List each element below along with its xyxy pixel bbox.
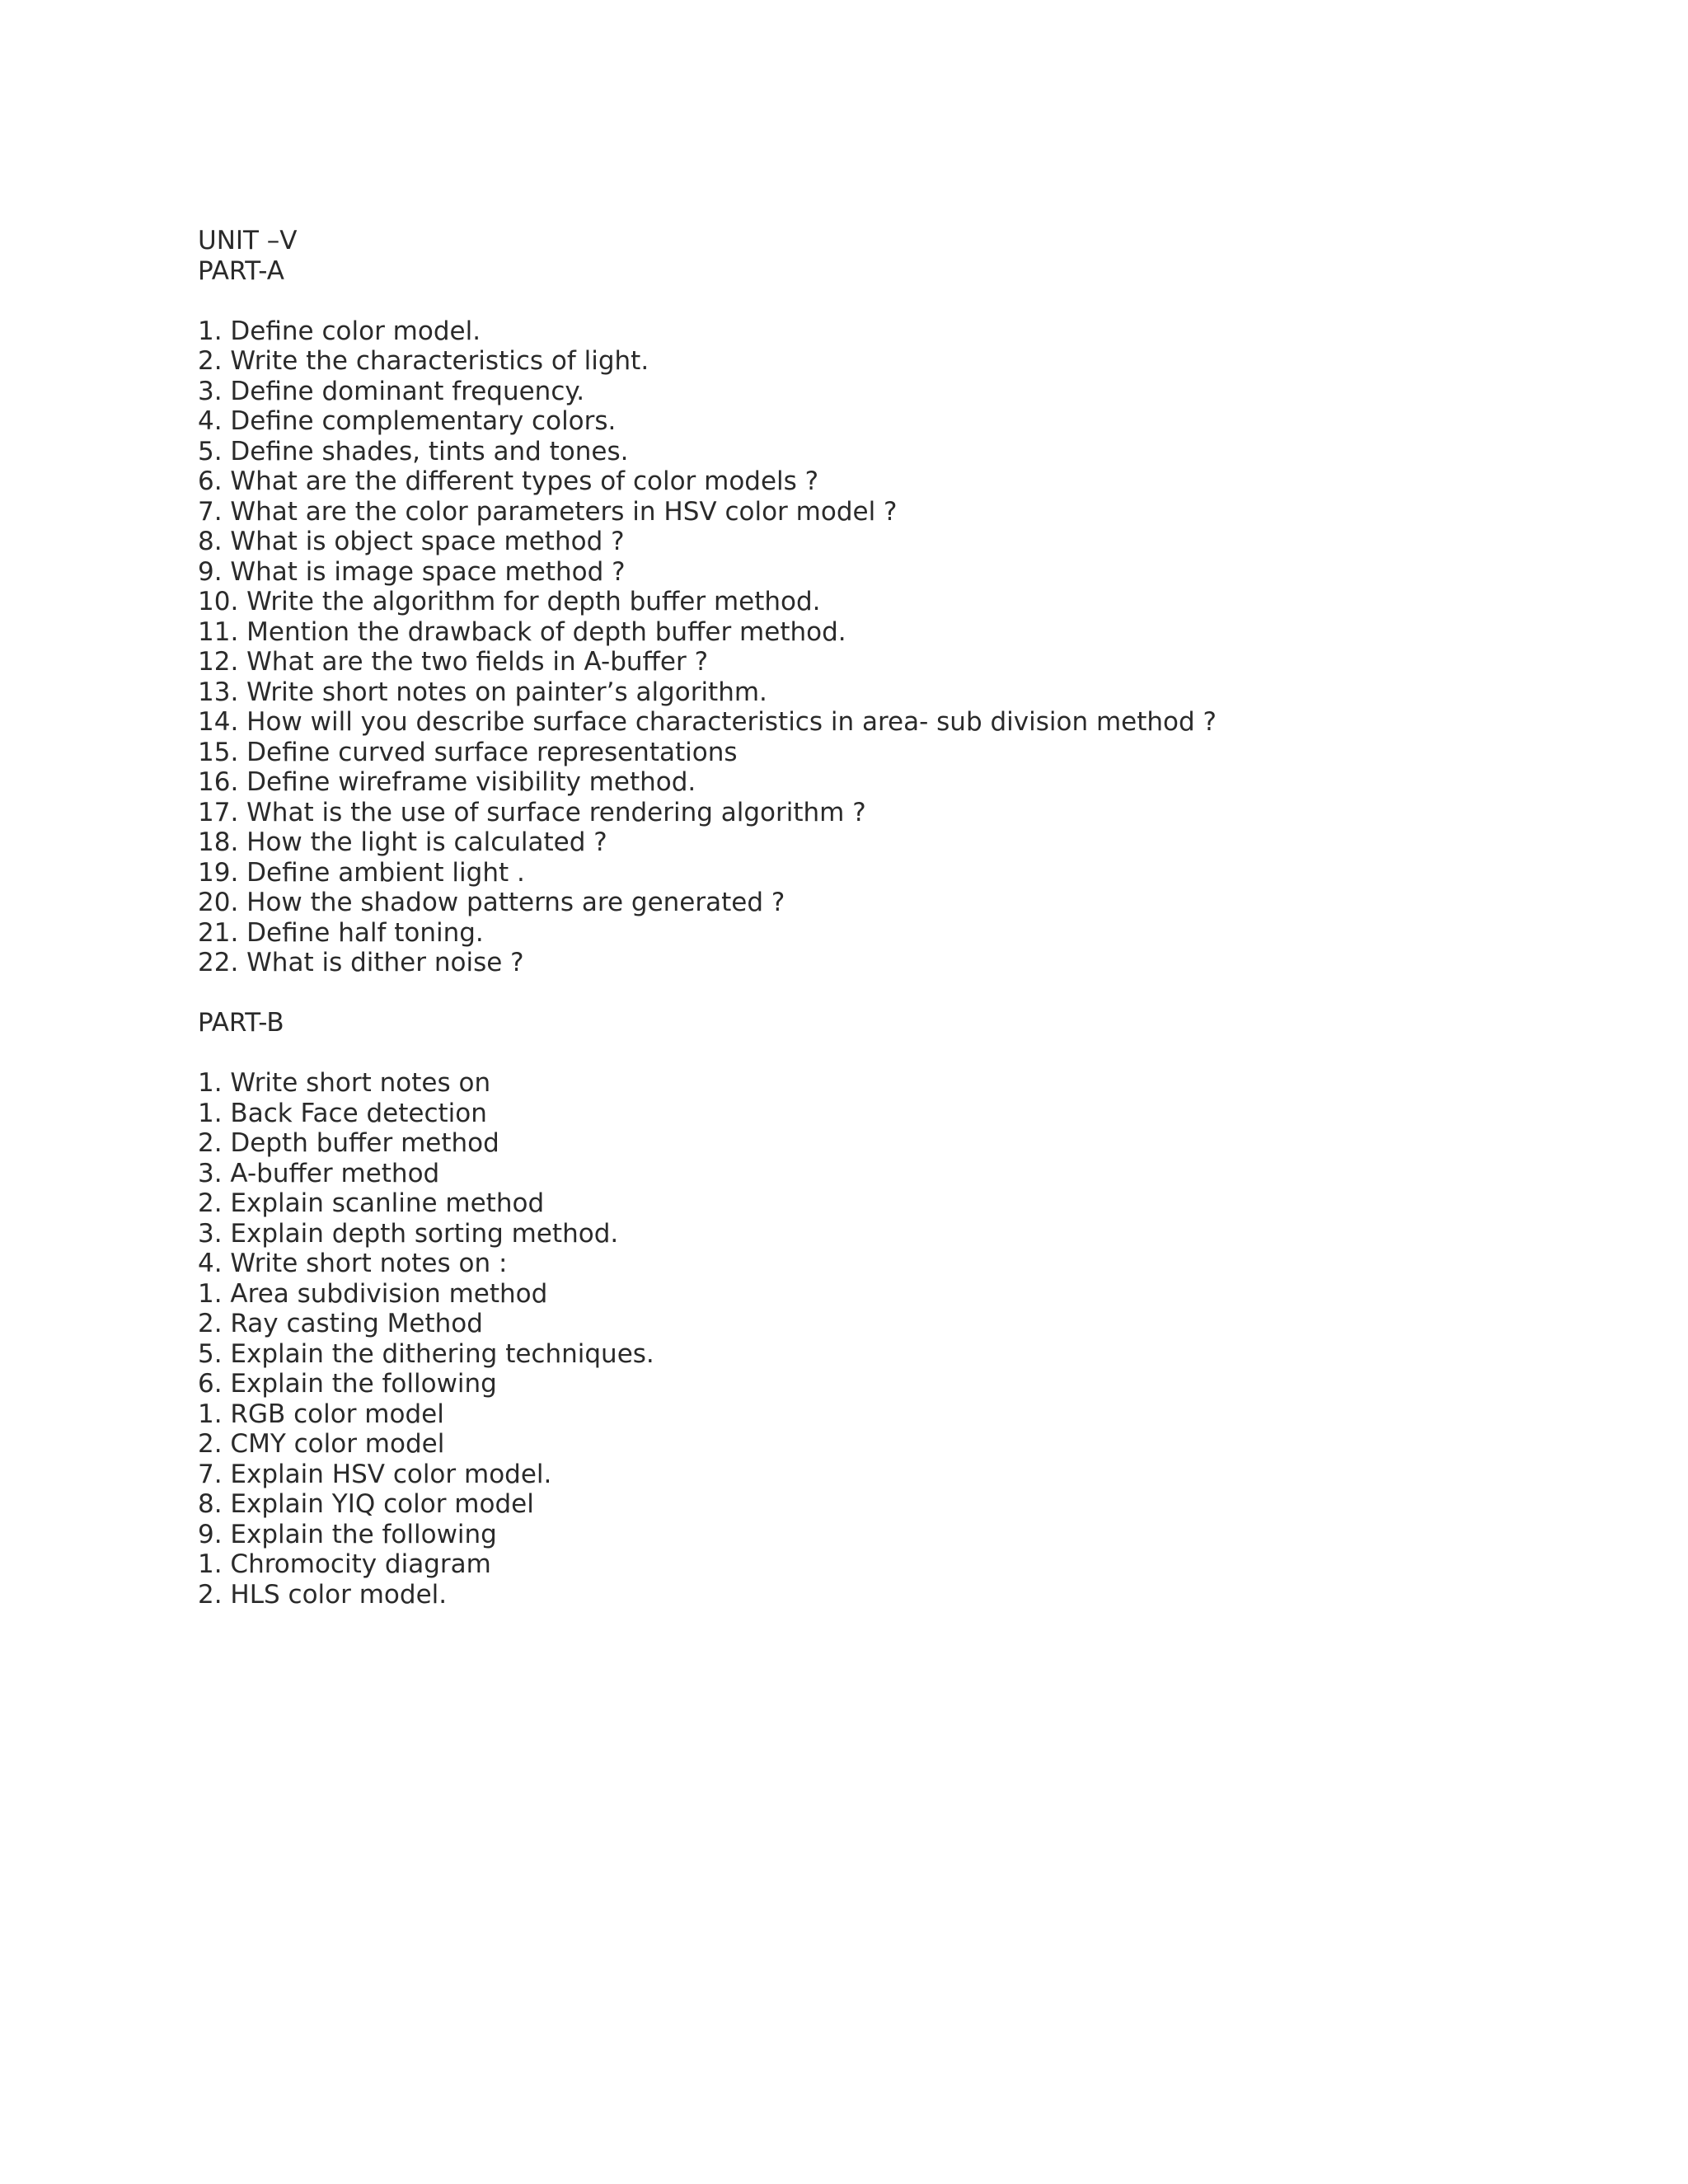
part-b-question: 1. RGB color model [198, 1399, 444, 1429]
part-b-question: 1. Area subdivision method [198, 1278, 548, 1309]
part-a-heading: PART-A [198, 255, 285, 286]
part-b-question: 2. Depth buffer method [198, 1128, 499, 1158]
part-a-question: 22. What is dither noise ? [198, 948, 524, 977]
unit-title: UNIT –V [198, 226, 298, 255]
part-a-question: 1. Define color model. [198, 316, 481, 346]
part-b-question: 4. Write short notes on : [198, 1249, 508, 1278]
part-a-question: 14. How will you describe surface characteristics in area- sub division method ? [198, 707, 1217, 737]
spacer [198, 978, 1599, 1009]
part-a-question: 10. Write the algorithm for depth buffer method. [198, 587, 821, 616]
part-a-question: 18. How the light is calculated ? [198, 827, 607, 857]
part-a-question: 2. Write the characteristics of light. [198, 346, 649, 376]
part-b-question: 3. Explain depth sorting method. [198, 1218, 619, 1249]
document-page [198, 226, 1599, 1610]
part-a-question: 17. What is the use of surface rendering algorithm ? [198, 797, 866, 827]
part-a-question: 20. How the shadow patterns are generated ? [198, 888, 785, 917]
part-a-question: 21. Define half toning. [198, 917, 484, 948]
part-b-question: 2. Explain scanline method [198, 1188, 545, 1218]
part-a-question-list [198, 316, 1599, 978]
part-a-question: 5. Define shades, tints and tones. [198, 436, 629, 466]
part-b-question-list [198, 1068, 1599, 1610]
spacer [198, 1038, 1599, 1069]
part-a-question: 7. What are the color parameters in HSV color model ? [198, 496, 898, 527]
part-a-question: 4. Define complementary colors. [198, 406, 617, 436]
part-b-question: 3. A-buffer method [198, 1158, 440, 1188]
part-a-question: 8. What is object space method ? [198, 527, 625, 556]
part-b-question: 6. Explain the following [198, 1369, 497, 1399]
part-b-question: 2. HLS color model. [198, 1579, 448, 1610]
part-b-question: 5. Explain the dithering techniques. [198, 1338, 654, 1369]
part-a-question: 6. What are the different types of color models ? [198, 466, 819, 496]
part-b-question: 1. Write short notes on [198, 1068, 491, 1098]
part-b-question: 9. Explain the following [198, 1519, 497, 1549]
part-b-question: 7. Explain HSV color model. [198, 1459, 552, 1489]
part-b-question: 2. Ray casting Method [198, 1309, 483, 1338]
part-b-heading: PART-B [198, 1008, 284, 1038]
part-a-question: 12. What are the two fields in A-buffer ? [198, 647, 709, 677]
part-b-question: 1. Back Face detection [198, 1098, 487, 1128]
part-b-question: 2. CMY color model [198, 1429, 445, 1459]
part-a-question: 15. Define curved surface representations [198, 737, 738, 767]
part-b-question: 8. Explain YIQ color model [198, 1489, 534, 1519]
part-a-question: 9. What is image space method ? [198, 556, 626, 587]
part-a-question: 19. Define ambient light . [198, 857, 525, 888]
part-b-question: 1. Chromocity diagram [198, 1549, 491, 1579]
part-a-question: 16. Define wireframe visibility method. [198, 767, 696, 797]
part-a-question: 13. Write short notes on painter’s algorithm. [198, 677, 767, 707]
part-a-question: 3. Define dominant frequency. [198, 376, 585, 406]
part-a-question: 11. Mention the drawback of depth buffer method. [198, 616, 846, 647]
spacer [198, 286, 1599, 316]
